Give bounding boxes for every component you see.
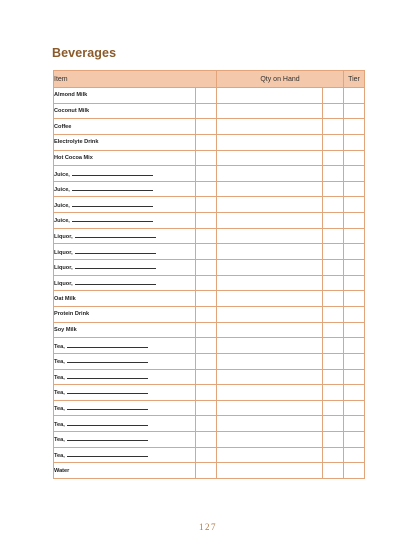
qty-check-cell[interactable] (323, 166, 344, 182)
fill-in-blank-line[interactable] (67, 435, 148, 441)
item-label: Tea, (54, 390, 65, 397)
page-number: 127 (199, 522, 217, 532)
item-cell (54, 244, 196, 260)
item-cell (54, 134, 196, 150)
item-check-cell[interactable] (196, 322, 217, 338)
tier-cell[interactable] (344, 400, 365, 416)
qty-cell[interactable] (217, 463, 323, 479)
qty-cell[interactable] (217, 447, 323, 463)
table-row (54, 119, 365, 135)
item-cell (54, 291, 196, 307)
tier-cell[interactable] (344, 306, 365, 322)
item-check-cell[interactable] (196, 134, 217, 150)
qty-cell[interactable] (217, 275, 323, 291)
table-body (54, 88, 365, 479)
fill-in-blank-line[interactable] (75, 248, 156, 254)
qty-cell[interactable] (217, 213, 323, 229)
tier-cell[interactable] (344, 291, 365, 307)
item-cell (54, 88, 196, 104)
item-cell (54, 463, 196, 479)
qty-cell[interactable] (217, 338, 323, 354)
fill-in-blank-line[interactable] (72, 216, 153, 222)
qty-cell[interactable] (217, 306, 323, 322)
qty-check-cell[interactable] (323, 275, 344, 291)
tier-cell[interactable] (344, 119, 365, 135)
fill-in-blank-line[interactable] (67, 357, 148, 363)
qty-check-cell[interactable] (323, 432, 344, 448)
qty-check-cell[interactable] (323, 103, 344, 119)
fill-in-blank-line[interactable] (75, 263, 156, 269)
table-row (54, 213, 365, 229)
item-label: Juice, (54, 218, 70, 225)
item-check-cell[interactable] (196, 369, 217, 385)
item-cell (54, 197, 196, 213)
qty-cell[interactable] (217, 400, 323, 416)
qty-cell[interactable] (217, 119, 323, 135)
qty-check-cell[interactable] (323, 244, 344, 260)
item-label: Liquor, (54, 281, 73, 287)
qty-cell[interactable] (217, 166, 323, 182)
table-row (54, 244, 365, 260)
qty-check-cell[interactable] (323, 213, 344, 229)
table-row (54, 134, 365, 150)
qty-cell[interactable] (217, 260, 323, 276)
fill-in-blank-line[interactable] (75, 279, 156, 285)
qty-check-cell[interactable] (323, 228, 344, 244)
tier-column-header: Tier (344, 71, 365, 88)
item-check-cell[interactable] (196, 306, 217, 322)
item-cell (54, 353, 196, 369)
tier-cell[interactable] (344, 385, 365, 401)
tier-cell[interactable] (344, 432, 365, 448)
qty-check-cell[interactable] (323, 322, 344, 338)
table-row (54, 385, 365, 401)
qty-cell[interactable] (217, 291, 323, 307)
item-check-cell[interactable] (196, 338, 217, 354)
qty-cell[interactable] (217, 228, 323, 244)
fill-in-blank-line[interactable] (67, 373, 148, 379)
item-check-cell[interactable] (196, 88, 217, 104)
table-row (54, 306, 365, 322)
tier-cell[interactable] (344, 213, 365, 229)
table-row (54, 400, 365, 416)
item-cell (54, 275, 196, 291)
fill-in-blank-line[interactable] (67, 388, 148, 394)
qty-check-cell[interactable] (323, 353, 344, 369)
item-label: Juice, (54, 202, 70, 209)
item-cell (54, 150, 196, 166)
qty-cell[interactable] (217, 416, 323, 432)
fill-in-blank-line[interactable] (67, 342, 148, 348)
qty-cell[interactable] (217, 353, 323, 369)
item-label: Hot Cocoa Mix (54, 154, 93, 161)
item-check-cell[interactable] (196, 353, 217, 369)
table-row (54, 416, 365, 432)
qty-cell[interactable] (217, 244, 323, 260)
item-check-cell[interactable] (196, 150, 217, 166)
item-cell (54, 260, 196, 276)
item-label: Liquor, (54, 265, 73, 272)
table-row (54, 432, 365, 448)
tier-cell[interactable] (344, 463, 365, 479)
item-label: Tea, (54, 421, 65, 428)
item-check-cell[interactable] (196, 447, 217, 463)
inventory-table (53, 70, 365, 479)
item-check-cell[interactable] (196, 228, 217, 244)
item-label: Coconut Milk (54, 107, 90, 114)
qty-column-header: Qty on Hand (217, 71, 344, 88)
qty-check-cell[interactable] (323, 150, 344, 166)
qty-check-cell[interactable] (323, 306, 344, 322)
fill-in-blank-line[interactable] (72, 201, 153, 207)
table-row (54, 322, 365, 338)
qty-cell[interactable] (217, 88, 323, 104)
qty-check-cell[interactable] (323, 88, 344, 104)
tier-cell[interactable] (344, 275, 365, 291)
item-check-cell[interactable] (196, 260, 217, 276)
fill-in-blank-line[interactable] (72, 185, 153, 191)
item-cell (54, 119, 196, 135)
item-cell (54, 166, 196, 182)
tier-cell[interactable] (344, 197, 365, 213)
item-cell (54, 338, 196, 354)
tier-cell[interactable] (344, 338, 365, 354)
item-check-cell[interactable] (196, 400, 217, 416)
qty-cell[interactable] (217, 322, 323, 338)
table-row (54, 291, 365, 307)
table-row (54, 88, 365, 104)
qty-check-cell[interactable] (323, 369, 344, 385)
table-row (54, 369, 365, 385)
item-check-cell[interactable] (196, 119, 217, 135)
item-label: Oat Milk (54, 295, 76, 302)
table-header-row (54, 71, 365, 88)
page-title: Beverages (52, 46, 117, 60)
item-cell (54, 103, 196, 119)
table-row (54, 353, 365, 369)
item-cell (54, 447, 196, 463)
item-label: Tea, (54, 437, 65, 444)
table-row (54, 260, 365, 276)
item-cell (54, 432, 196, 448)
qty-check-cell[interactable] (323, 400, 344, 416)
item-check-cell[interactable] (196, 432, 217, 448)
table-row (54, 338, 365, 354)
item-check-cell[interactable] (196, 416, 217, 432)
item-label: Almond Milk (54, 92, 88, 99)
qty-check-cell[interactable] (323, 260, 344, 276)
table-row (54, 228, 365, 244)
table-row (54, 463, 365, 479)
table-row (54, 103, 365, 119)
item-check-cell[interactable] (196, 166, 217, 182)
fill-in-blank-line[interactable] (67, 404, 148, 410)
qty-check-cell[interactable] (323, 447, 344, 463)
qty-check-cell[interactable] (323, 463, 344, 479)
tier-cell[interactable] (344, 103, 365, 119)
item-label: Soy Milk (54, 326, 77, 333)
item-check-cell[interactable] (196, 385, 217, 401)
qty-check-cell[interactable] (323, 181, 344, 197)
item-cell (54, 322, 196, 338)
qty-check-cell[interactable] (323, 119, 344, 135)
fill-in-blank-line[interactable] (72, 170, 153, 176)
qty-check-cell[interactable] (323, 385, 344, 401)
tier-cell[interactable] (344, 416, 365, 432)
tier-cell[interactable] (344, 369, 365, 385)
item-column-header: Item (54, 71, 217, 88)
qty-cell[interactable] (217, 181, 323, 197)
tier-cell[interactable] (344, 322, 365, 338)
item-label: Tea, (54, 374, 65, 381)
item-check-cell[interactable] (196, 463, 217, 479)
item-cell (54, 306, 196, 322)
item-label: Tea, (54, 453, 65, 460)
table-row (54, 150, 365, 166)
item-check-cell[interactable] (196, 244, 217, 260)
qty-cell[interactable] (217, 385, 323, 401)
item-cell (54, 385, 196, 401)
qty-cell[interactable] (217, 150, 323, 166)
tier-cell[interactable] (344, 353, 365, 369)
item-label: Liquor, (54, 249, 73, 256)
qty-cell[interactable] (217, 134, 323, 150)
tier-cell[interactable] (344, 134, 365, 150)
tier-cell[interactable] (344, 88, 365, 104)
item-label: Coffee (54, 123, 72, 130)
qty-check-cell[interactable] (323, 197, 344, 213)
qty-cell[interactable] (217, 432, 323, 448)
item-label: Tea, (54, 343, 65, 350)
fill-in-blank-line[interactable] (67, 451, 148, 457)
item-label: Water (54, 467, 70, 474)
item-label: Electrolyte Drink (54, 139, 99, 146)
item-label: Juice, (54, 187, 70, 194)
item-check-cell[interactable] (196, 275, 217, 291)
item-cell (54, 181, 196, 197)
table-row (54, 166, 365, 182)
qty-check-cell[interactable] (323, 291, 344, 307)
table-row (54, 197, 365, 213)
tier-cell[interactable] (344, 260, 365, 276)
item-check-cell[interactable] (196, 103, 217, 119)
item-cell (54, 228, 196, 244)
item-cell (54, 400, 196, 416)
item-check-cell[interactable] (196, 197, 217, 213)
table-row (54, 447, 365, 463)
table-row (54, 275, 365, 291)
qty-cell[interactable] (217, 103, 323, 119)
item-check-cell[interactable] (196, 213, 217, 229)
item-check-cell[interactable] (196, 291, 217, 307)
qty-check-cell[interactable] (323, 338, 344, 354)
tier-cell[interactable] (344, 244, 365, 260)
fill-in-blank-line[interactable] (75, 232, 156, 238)
fill-in-blank-line[interactable] (67, 420, 148, 426)
tier-cell[interactable] (344, 181, 365, 197)
item-cell (54, 213, 196, 229)
tier-cell[interactable] (344, 166, 365, 182)
item-label: Tea, (54, 359, 65, 366)
qty-cell[interactable] (217, 197, 323, 213)
item-check-cell[interactable] (196, 181, 217, 197)
qty-check-cell[interactable] (323, 416, 344, 432)
tier-cell[interactable] (344, 228, 365, 244)
item-label: Juice, (54, 171, 70, 178)
table-row (54, 181, 365, 197)
tier-cell[interactable] (344, 447, 365, 463)
qty-check-cell[interactable] (323, 134, 344, 150)
item-label: Liquor, (54, 234, 73, 241)
item-cell (54, 416, 196, 432)
tier-cell[interactable] (344, 150, 365, 166)
item-label: Tea, (54, 406, 65, 413)
qty-cell[interactable] (217, 369, 323, 385)
item-label: Protein Drink (54, 311, 90, 318)
item-cell (54, 369, 196, 385)
